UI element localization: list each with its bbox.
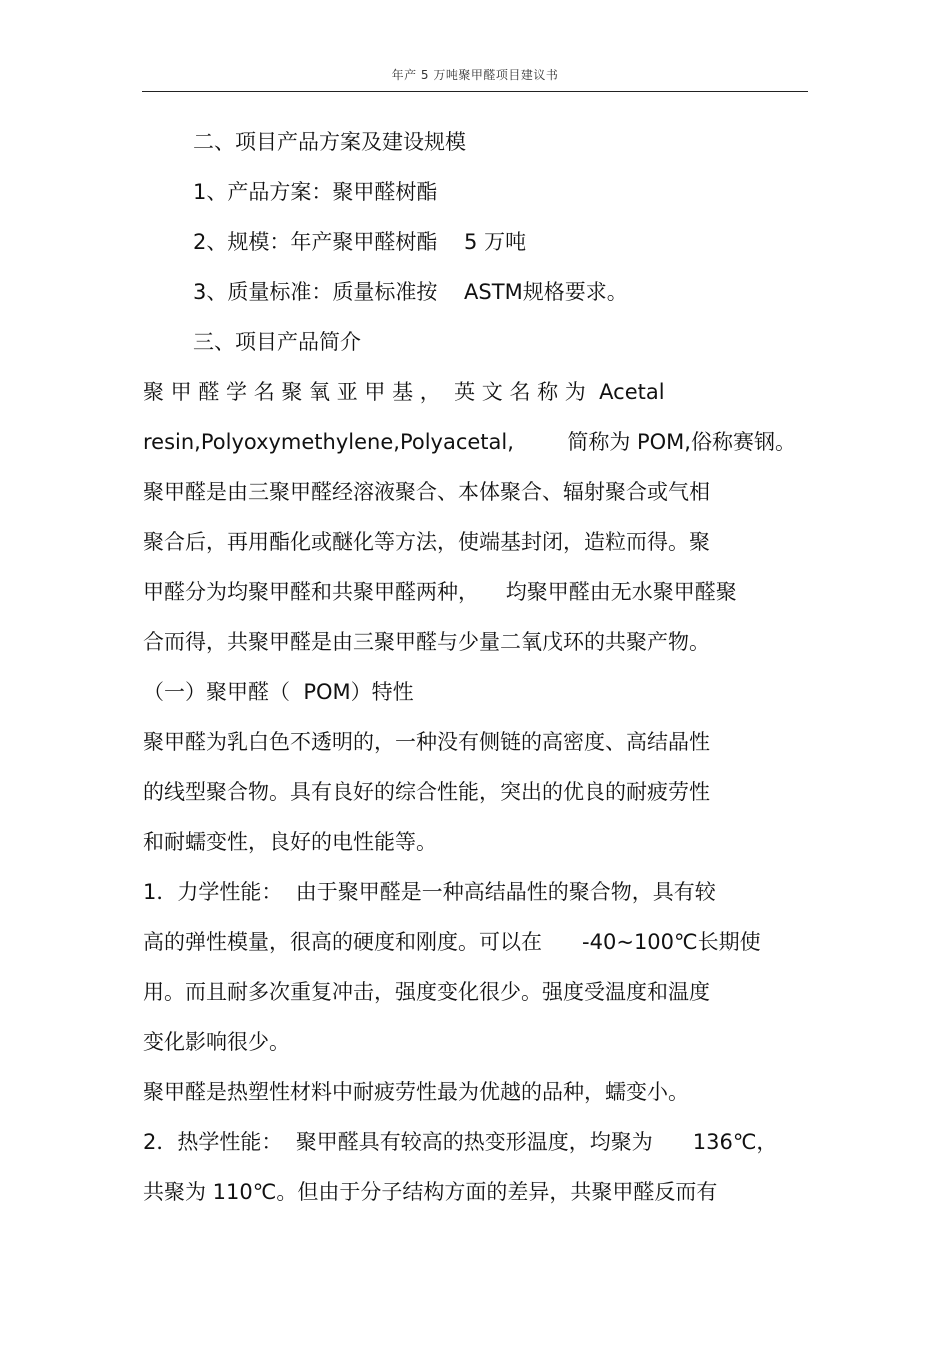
section-heading-product-intro: 三、项目产品简介 [193, 330, 361, 354]
paragraph-line: 聚甲醛是热塑性材料中耐疲劳性最为优越的品种，蠕变小。 [143, 1080, 689, 1104]
paragraph-line: 高的弹性模量，很高的硬度和刚度。可以在 -40~100℃长期使 [143, 930, 761, 954]
paragraph-line: 聚 甲 醛 学 名 聚 氧 亚 甲 基 ， 英 文 名 称 为 Acetal [143, 380, 665, 404]
paragraph-line: 共聚为 110℃。但由于分子结构方面的差异，共聚甲醛反而有 [143, 1180, 718, 1204]
paragraph-line: 聚甲醛是由三聚甲醛经溶液聚合、本体聚合、辐射聚合或气相 [143, 480, 710, 504]
paragraph-line: 合而得，共聚甲醛是由三聚甲醛与少量二氧戊环的共聚产物。 [143, 630, 710, 654]
paragraph-line: 变化影响很少。 [143, 1030, 290, 1054]
paragraph-line: 聚甲醛为乳白色不透明的，一种没有侧链的高密度、高结晶性 [143, 730, 710, 754]
paragraph-line: 甲醛分为均聚甲醛和共聚甲醛两种， 均聚甲醛由无水聚甲醛聚 [143, 580, 737, 604]
list-item: 3、质量标准：质量标准按 ASTM规格要求。 [193, 280, 628, 304]
list-item: 2、规模：年产聚甲醛树酯 5 万吨 [193, 230, 527, 254]
header-rule [142, 91, 808, 92]
paragraph-line: 和耐蠕变性，良好的电性能等。 [143, 830, 437, 854]
paragraph-line: 2．热学性能： 聚甲醛具有较高的热变形温度，均聚为 136℃， [143, 1130, 778, 1154]
paragraph-line: 1．力学性能： 由于聚甲醛是一种高结晶性的聚合物，具有较 [143, 880, 716, 904]
page-header: 年产 5 万吨聚甲醛项目建议书 [391, 68, 559, 82]
list-item: 1、产品方案：聚甲醛树酯 [193, 180, 438, 204]
paragraph-line: 用。而且耐多次重复冲击，强度变化很少。强度受温度和温度 [143, 980, 710, 1004]
paragraph-line: resin,Polyoxymethylene,Polyacetal, 简称为 POM,俗称赛钢。 [143, 430, 796, 454]
paragraph-line: 的线型聚合物。具有良好的综合性能，突出的优良的耐疲劳性 [143, 780, 710, 804]
paragraph-line: 聚合后，再用酯化或醚化等方法，使端基封闭，造粒而得。聚 [143, 530, 710, 554]
section-heading-product-plan: 二、项目产品方案及建设规模 [193, 130, 466, 154]
subsection-heading-pom-properties: （一）聚甲醛（ POM）特性 [143, 680, 414, 704]
